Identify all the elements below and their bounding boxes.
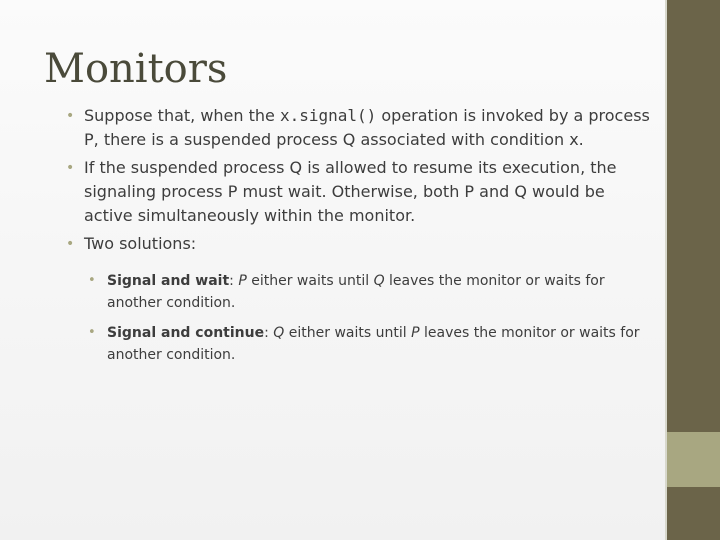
bullet-text: If the suspended process Q is allowed to resume its execution, the signaling process P must wait. Otherwise, both P and Q would be active simultaneously within the monitor. xyxy=(84,158,617,225)
sub-bullet-signal-and-continue xyxy=(88,322,656,366)
sub-bullet-text: leaves the monitor or waits for another condition. xyxy=(107,325,640,363)
bullet-dot-icon: • xyxy=(66,108,75,124)
sidebar-accent-band xyxy=(667,432,720,487)
process-variable: P xyxy=(238,273,247,289)
sub-bullet-list xyxy=(66,270,656,366)
slide-title: Monitors xyxy=(44,46,228,92)
bullet-dot-icon: • xyxy=(88,325,96,340)
solution-term: Signal and continue xyxy=(107,325,265,341)
bullet-text: operation is invoked by a process P, there is a suspended process Q associated with condition x. xyxy=(84,106,650,149)
bullet-text: Suppose that, when the xyxy=(84,106,280,125)
bullet-item-signal-invocation xyxy=(66,104,656,152)
process-variable: Q xyxy=(373,273,385,289)
bullet-dot-icon: • xyxy=(66,160,75,176)
sub-bullet-signal-and-wait xyxy=(88,270,656,314)
bullet-list xyxy=(66,104,656,374)
sub-bullet-text: either waits until xyxy=(246,273,374,289)
separator-text: : xyxy=(264,325,274,341)
sub-bullet-text: either waits until xyxy=(284,325,412,341)
bullet-text: Two solutions: xyxy=(84,234,197,253)
process-variable: Q xyxy=(273,325,285,341)
bullet-item-two-solutions xyxy=(66,232,656,256)
bullet-dot-icon: • xyxy=(88,273,96,288)
solution-term: Signal and wait xyxy=(107,273,230,289)
code-snippet: x.signal() xyxy=(279,106,377,125)
sub-bullet-text: leaves the monitor or waits for another condition. xyxy=(107,273,605,311)
process-variable: P xyxy=(411,325,420,341)
bullet-item-resume-execution xyxy=(66,156,656,228)
separator-text: : xyxy=(229,273,239,289)
sidebar-band-top xyxy=(667,0,720,432)
bullet-dot-icon: • xyxy=(66,236,75,252)
sidebar-band-bottom xyxy=(667,487,720,540)
